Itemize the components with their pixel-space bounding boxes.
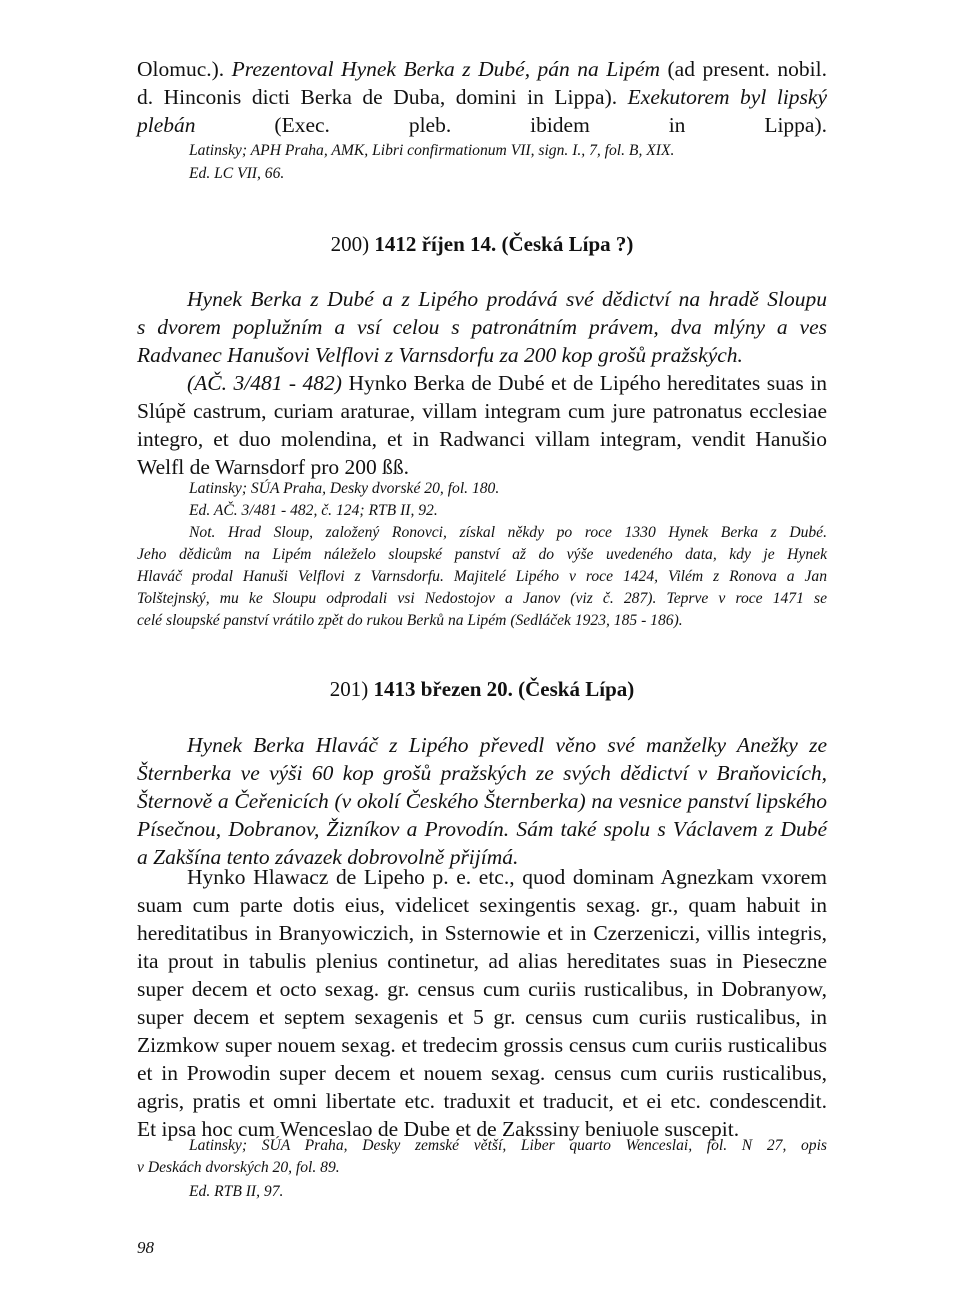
entry199-edition [189, 163, 879, 185]
entry201-summary-line-1: Hynek Berka Hlaváč z Lipého převedl věno své manželky Anežky ze [187, 733, 827, 757]
entry201-summary-line-5: a Zakšína tento závazek dobrovolně přijímá. [137, 845, 519, 869]
entry201-latin-line-7: Zizmkow super nouem sexag. et tredecim grossis census cum curiis rusticalibus [137, 1033, 827, 1057]
entry201-latin [137, 863, 827, 1143]
entry201-latin-line-1: Hynko Hlawacz de Lipeho p. e. etc., quod dominam Agnezkam vxorem [187, 865, 827, 889]
entry200-summary-line-3: Radvanec Hanušovi Velflovi z Varnsdorfu za 200 kop grošů pražských. [137, 343, 743, 367]
entry199-line-2: d. Hinconis dicti Berka de Duba, domini in Lippa). Exekutorem byl lipský [137, 85, 827, 109]
entry201-date: 1413 březen 20. (Česká Lípa) [373, 677, 635, 701]
entry201-latin-line-4: ita prout in tabulis plenius continetur, ad alias hereditates suas in Pieseczne [137, 949, 827, 973]
entry199-line-3: plebán (Exec. pleb. ibidem in Lippa). [137, 113, 827, 137]
entry199-text [137, 55, 827, 139]
entry199-edition-line: Ed. LC VII, 66. [189, 165, 285, 182]
entry201-latin-line-3: hereditatibus in Branyowiczich, in Ssternowie et in Czerzeniczi, villis integris, [137, 921, 827, 945]
entry201-source-line-2: v Deskách dvorských 20, fol. 89. [137, 1159, 340, 1176]
entry201-summary-line-2: Šternberka ve výši 60 kop grošů pražských ze svých dědictví v Braňovicích, [137, 761, 827, 785]
entry201-number: 201) [329, 677, 369, 701]
entry200-edition-line: Ed. AČ. 3/481 - 482, č. 124; RTB II, 92. [189, 502, 438, 519]
entry199-line-1: Olomuc.). Prezentoval Hynek Berka z Dubé, pán na Lipém (ad present. nobil. [137, 57, 827, 81]
entry201-latin-line-8: et in Prowodin super decem et nouem sexag. census cum curiis rusticalibus, [137, 1061, 827, 1085]
entry200-archive-ref: (AČ. 3/481 - 482) [187, 371, 342, 395]
entry201-heading [137, 677, 827, 702]
entry201-latin-line-10: Et ipsa hoc cum Wenceslao de Dube et de Zakssiny beniuole suscepit. [137, 1117, 740, 1141]
entry201-source-line-1: Latinsky; SÚA Praha, Desky zemské větší, Liber quarto Wenceslai, fol. N 27, opis [189, 1137, 827, 1154]
entry201-edition-line: Ed. RTB II, 97. [189, 1183, 284, 1200]
entry201-latin-line-6: super decem et septem sexagenis et 5 gr. census cum curiis rusticalibus, in [137, 1005, 827, 1029]
entry200-latin-line-1: (AČ. 3/481 - 482) Hynko Berka de Dubé et de Lipého hereditates suas in [187, 371, 827, 395]
entry201-latin-line-2: suam cum parte dotis eius, videlicet sexingentis sexag. gr., quam habuit in [137, 893, 827, 917]
entry200-note-line-3: Hlaváč prodal Hanuši Velflovi z Varnsdorfu. Majitelé Lipého v roce 1424, Vilém z Ronova a Jan [137, 568, 827, 585]
entry200-latin-line-4: Welfl de Warnsdorf pro 200 ßß. [137, 455, 409, 479]
entry200-source-line: Latinsky; SÚA Praha, Desky dvorské 20, fol. 180. [189, 480, 500, 497]
entry200-latin-line-3: integro, et duo molendina, et in Radwanci villam integram, vendit Hanušio [137, 427, 827, 451]
page-number: 98 [137, 1238, 154, 1257]
entry200-note-line-5: celé sloupské panství vrátilo zpět do rukou Berků na Lipém (Sedláček 1923, 185 - 186). [137, 612, 683, 629]
entry200-latin [137, 369, 827, 481]
entry201-summary-line-3: Šternově a Čeřenicích (v okolí Českého Šternberka) na vesnice panství lipského [137, 789, 827, 813]
entry200-note-line-4: Tolštejnský, mu ke Sloupu odprodali vsi Nedostojov a Janov (viz č. 287). Teprve v roce 1471 se [137, 590, 827, 607]
entry199-source [189, 140, 829, 162]
entry200-summary-line-2: s dvorem poplužním a vsí celou s patronátním právem, dva mlýny a ves [137, 315, 827, 339]
entry201-edition [189, 1181, 879, 1203]
entry200-note-line-1: Not. Hrad Sloup, založený Ronovci, získal někdy po roce 1330 Hynek Berka z Dubé. [189, 524, 827, 541]
entry199-source-line-1: Latinsky; APH Praha, AMK, Libri confirmationum VII, sign. I., 7, fol. B, XIX. [189, 142, 675, 159]
entry201-source [137, 1135, 827, 1179]
entry201-summary-line-4: Písečnou, Dobranov, Žizníkov a Provodín. Sám také spolu s Václavem z Dubé [137, 817, 827, 841]
entry200-note-line-2: Jeho dědicům na Lipém náleželo sloupské panství až do výše uvedeného data, kdy je Hynek [137, 546, 827, 563]
entry200-date: 1412 říjen 14. (Česká Lípa ?) [374, 232, 634, 256]
entry200-note [137, 522, 827, 632]
entry201-latin-line-9: agris, pratis et omni libertate etc. traduxit et traducit, et ei etc. condescendit. [137, 1089, 827, 1113]
entry201-summary [137, 731, 827, 871]
entry200-summary-line-1: Hynek Berka z Dubé a z Lipého prodává své dědictví na hradě Sloupu [187, 287, 827, 311]
entry200-number: 200) [330, 232, 370, 256]
entry201-latin-line-5: super decem et octo sexag. gr. census cum curiis rusticalibus, in Dobranyow, [137, 977, 827, 1001]
entry200-latin-line-2: Slúpě castrum, curiam araturae, villam integram cum jure patronatus ecclesiae [137, 399, 827, 423]
entry200-source [189, 478, 879, 522]
entry200-summary [137, 285, 827, 369]
entry200-heading [137, 232, 827, 257]
